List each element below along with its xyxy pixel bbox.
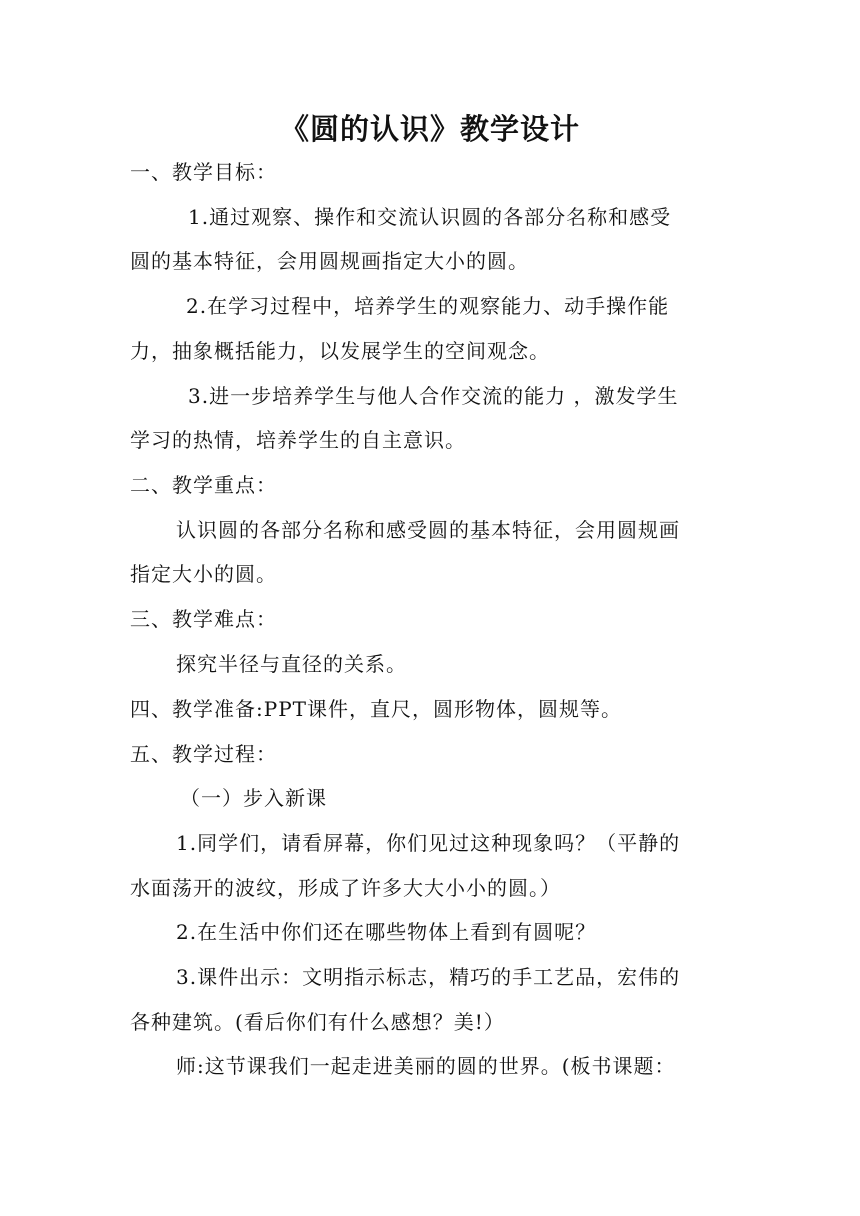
section-heading-process: 五、教学过程： (130, 742, 277, 766)
process-step-1-line-2: 水面荡开的波纹，形成了许多大大小小的圆。） (130, 876, 561, 900)
section-heading-difficulties: 三、教学难点： (130, 607, 277, 631)
process-step-3-line-1: 3.课件出示：文明指示标志，精巧的手工艺品，宏伟的 (176, 965, 681, 989)
objective-3-line-2: 学习的热情，培养学生的自主意识。 (130, 428, 466, 452)
section-heading-key-points: 二、教学重点： (130, 473, 277, 497)
document-title: 《圆的认识》教学设计 (279, 112, 580, 146)
process-step-2-line-1: 2.在生活中你们还在哪些物体上看到有圆呢？ (176, 920, 597, 944)
objective-2-line-1: 2.在学习过程中，培养学生的观察能力、动手操作能 (186, 294, 670, 318)
objective-1-line-1: 1.通过观察、操作和交流认识圆的各部分名称和感受 (188, 205, 672, 229)
objective-1-line-2: 圆的基本特征，会用圆规画指定大小的圆。 (130, 249, 529, 273)
difficulties-line-1: 探究半径与直径的关系。 (176, 652, 407, 676)
subsection-heading-intro: （一）步入新课 (180, 786, 327, 810)
key-points-line-2: 指定大小的圆。 (130, 562, 277, 586)
key-points-line-1: 认识圆的各部分名称和感受圆的基本特征，会用圆规画 (176, 518, 680, 542)
process-step-3-line-2: 各种建筑。(看后你们有什么感想？美!） (130, 1010, 505, 1034)
section-heading-preparation: 四、教学准备:PPT课件，直尺，圆形物体，圆规等。 (130, 697, 622, 721)
process-step-1-line-1: 1.同学们，请看屏幕，你们见过这种现象吗？（平静的 (176, 831, 681, 855)
section-heading-objectives: 一、教学目标： (130, 160, 277, 184)
teacher-remark-line-1: 师:这节课我们一起走进美丽的圆的世界。(板书课题： (176, 1054, 676, 1078)
objective-3-line-1: 3.进一步培养学生与他人合作交流的能力 ，激发学生 (188, 384, 679, 408)
objective-2-line-2: 力，抽象概括能力，以发展学生的空间观念。 (130, 339, 550, 363)
